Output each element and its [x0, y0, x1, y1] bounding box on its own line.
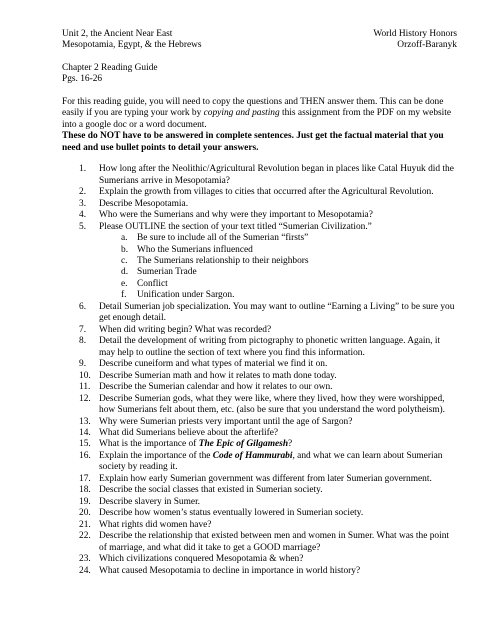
- question-text: Which civilizations conquered Mesopotamia & when?: [99, 554, 304, 565]
- question-text: Who were the Sumerians and why were they important to Mesopotamia?: [99, 210, 373, 221]
- question-item: [79, 221, 457, 302]
- subitem-letter: b.: [121, 244, 129, 255]
- question-text: Please OUTLINE the section of your text titled “Sumerian Civilization.”: [99, 221, 372, 232]
- question-number: 10.: [79, 370, 91, 381]
- question-item: [79, 359, 457, 370]
- intro-text-2: this assignment from the PDF on my website into a google doc or a word document.: [62, 108, 452, 130]
- subitem-text: Sumerian Trade: [137, 267, 197, 278]
- subitem-text: Who the Sumerians influenced: [137, 244, 253, 255]
- question-number: 8.: [79, 336, 87, 347]
- question-item: [79, 554, 457, 565]
- question-number: 2.: [79, 187, 87, 198]
- subitem-letter: f.: [121, 290, 127, 301]
- page-range: Pgs. 16-26: [62, 74, 103, 85]
- outline-subitem: [121, 255, 457, 267]
- intro-text-1: For this reading guide, you will need to copy the questions and THEN answer them. This can be done easily if you are typing your work by: [62, 96, 444, 119]
- question-item: [79, 210, 457, 221]
- question-text: What is the importance of: [99, 439, 199, 450]
- header: [62, 29, 457, 52]
- header-right: [373, 29, 457, 52]
- question-number: 13.: [79, 416, 91, 427]
- question-number: 1.: [79, 164, 87, 175]
- question-item: [79, 393, 457, 417]
- question-text: Describe how women’s status eventually lowered in Sumerian society.: [99, 508, 364, 519]
- question-item: [79, 473, 457, 485]
- question-item: [79, 301, 457, 325]
- outline-subitem: [121, 233, 457, 244]
- subitem-letter: a.: [121, 233, 128, 244]
- question-number: 18.: [79, 485, 91, 496]
- question-number: 9.: [79, 359, 87, 370]
- question-text: What did Sumerians believe about the afterlife?: [99, 428, 279, 438]
- question-item: [79, 416, 457, 428]
- question-number: 4.: [79, 210, 87, 221]
- question-text: Detail the development of writing from pictography to phonetic written language. Again, it may help to outline the section of text where you find this information.: [99, 336, 441, 358]
- question-text: Explain the importance of the: [99, 450, 213, 461]
- question-number: 14.: [79, 428, 91, 438]
- subitem-text: Conflict: [137, 278, 168, 289]
- question-item: [79, 565, 457, 577]
- question-number: 7.: [79, 324, 87, 335]
- question-number: 16.: [79, 450, 91, 461]
- question-item: [79, 198, 457, 210]
- question-item: [79, 324, 457, 336]
- intro-italic: copying and pasting: [203, 108, 280, 119]
- outline-subitem: [121, 290, 457, 301]
- question-item: [79, 336, 457, 359]
- outline-subitem: [121, 267, 457, 278]
- question-item: [79, 519, 457, 531]
- question-item: [79, 485, 457, 496]
- question-text: What caused Mesopotamia to decline in importance in world history?: [99, 565, 361, 576]
- question-item: [79, 496, 457, 508]
- outline-sublist: [99, 233, 457, 302]
- unit-subtitle: Mesopotamia, Egypt, & the Hebrews: [62, 40, 202, 51]
- question-number: 6.: [79, 301, 87, 312]
- teacher-name: Orzoff-Baranyk: [397, 40, 457, 51]
- question-list: [62, 164, 457, 577]
- question-number: 15.: [79, 439, 91, 450]
- subitem-letter: c.: [121, 255, 128, 266]
- question-item: [79, 187, 457, 198]
- course-name: World History Honors: [373, 29, 457, 39]
- question-text: Describe slavery in Sumer.: [99, 496, 201, 507]
- subitem-letter: e.: [121, 278, 128, 289]
- question-text: Describe the social classes that existed in Sumerian society.: [99, 485, 323, 496]
- question-emphasis: The Epic of Gilgamesh: [198, 439, 289, 450]
- question-emphasis: Code of Hammurabi: [212, 450, 293, 461]
- question-item: [79, 439, 457, 450]
- subitem-text: Be sure to include all of the Sumerian “firsts”: [137, 233, 309, 244]
- question-text: Describe Mesopotamia.: [99, 198, 189, 209]
- question-text: What rights did women have?: [99, 519, 212, 530]
- question-number: 5.: [79, 221, 87, 232]
- question-text-end: ?: [288, 439, 293, 450]
- question-number: 12.: [79, 393, 91, 404]
- subitem-text: The Sumerians relationship to their neighbors: [137, 255, 309, 266]
- question-number: 20.: [79, 508, 91, 519]
- outline-subitem: [121, 244, 457, 256]
- question-text: When did writing begin? What was recorded?: [99, 324, 272, 335]
- question-number: 24.: [79, 565, 91, 576]
- outline-subitem: [121, 278, 457, 290]
- question-item: [79, 382, 457, 393]
- question-number: 22.: [79, 531, 91, 542]
- question-text: Describe the relationship that existed between men and women in Sumer. What was the point of marriage, and what did it take to get a GOOD marriage?: [99, 531, 449, 553]
- question-text-end: , and what we can learn about Sumerian society by reading it.: [99, 450, 443, 473]
- subitem-text: Unification under Sargon.: [137, 290, 235, 301]
- question-item: [79, 164, 457, 187]
- question-item: [79, 508, 457, 519]
- question-text: Describe cuneiform and what types of material we find it on.: [99, 359, 328, 370]
- intro-paragraph: [62, 97, 457, 131]
- question-text: Describe Sumerian gods, what they were like, where they lived, how they were worshipped, how Sumerians felt about them, etc. (also be sure that you understand the word polytheism).: [99, 393, 446, 416]
- question-number: 11.: [79, 382, 91, 393]
- question-item: [79, 450, 457, 474]
- question-number: 23.: [79, 554, 91, 565]
- question-number: 17.: [79, 473, 91, 484]
- question-text: Describe the Sumerian calendar and how it relates to our own.: [99, 382, 333, 393]
- question-text: Detail Sumerian job specialization. You may want to outline “Earning a Living” to be sure you get enough detail.: [99, 301, 455, 324]
- question-item: [79, 428, 457, 439]
- question-item: [79, 531, 457, 554]
- question-text: Describe Sumerian math and how it relates to math done today.: [99, 370, 337, 381]
- intro-bold-note: These do NOT have to be answered in complete sentences. Just get the factual material that you need and use bullet points to detail your answers.: [62, 131, 444, 153]
- question-item: [79, 370, 457, 382]
- question-text: How long after the Neolithic/Agricultural Revolution began in places like Catal Huyuk did the Sumerians arrive in Mesopotamia?: [99, 164, 454, 186]
- question-text: Explain how early Sumerian government was different from later Sumerian government.: [99, 473, 432, 484]
- question-number: 21.: [79, 519, 91, 530]
- unit-title: Unit 2, the Ancient Near East: [62, 29, 173, 39]
- question-text: Explain the growth from villages to cities that occurred after the Agricultural Revolution.: [99, 187, 434, 198]
- question-number: 19.: [79, 496, 91, 507]
- header-left: [62, 29, 202, 52]
- chapter-title: Chapter 2 Reading Guide: [62, 62, 158, 73]
- subitem-letter: d.: [121, 267, 129, 278]
- question-number: 3.: [79, 198, 87, 209]
- question-text: Why were Sumerian priests very important until the age of Sargon?: [99, 416, 353, 427]
